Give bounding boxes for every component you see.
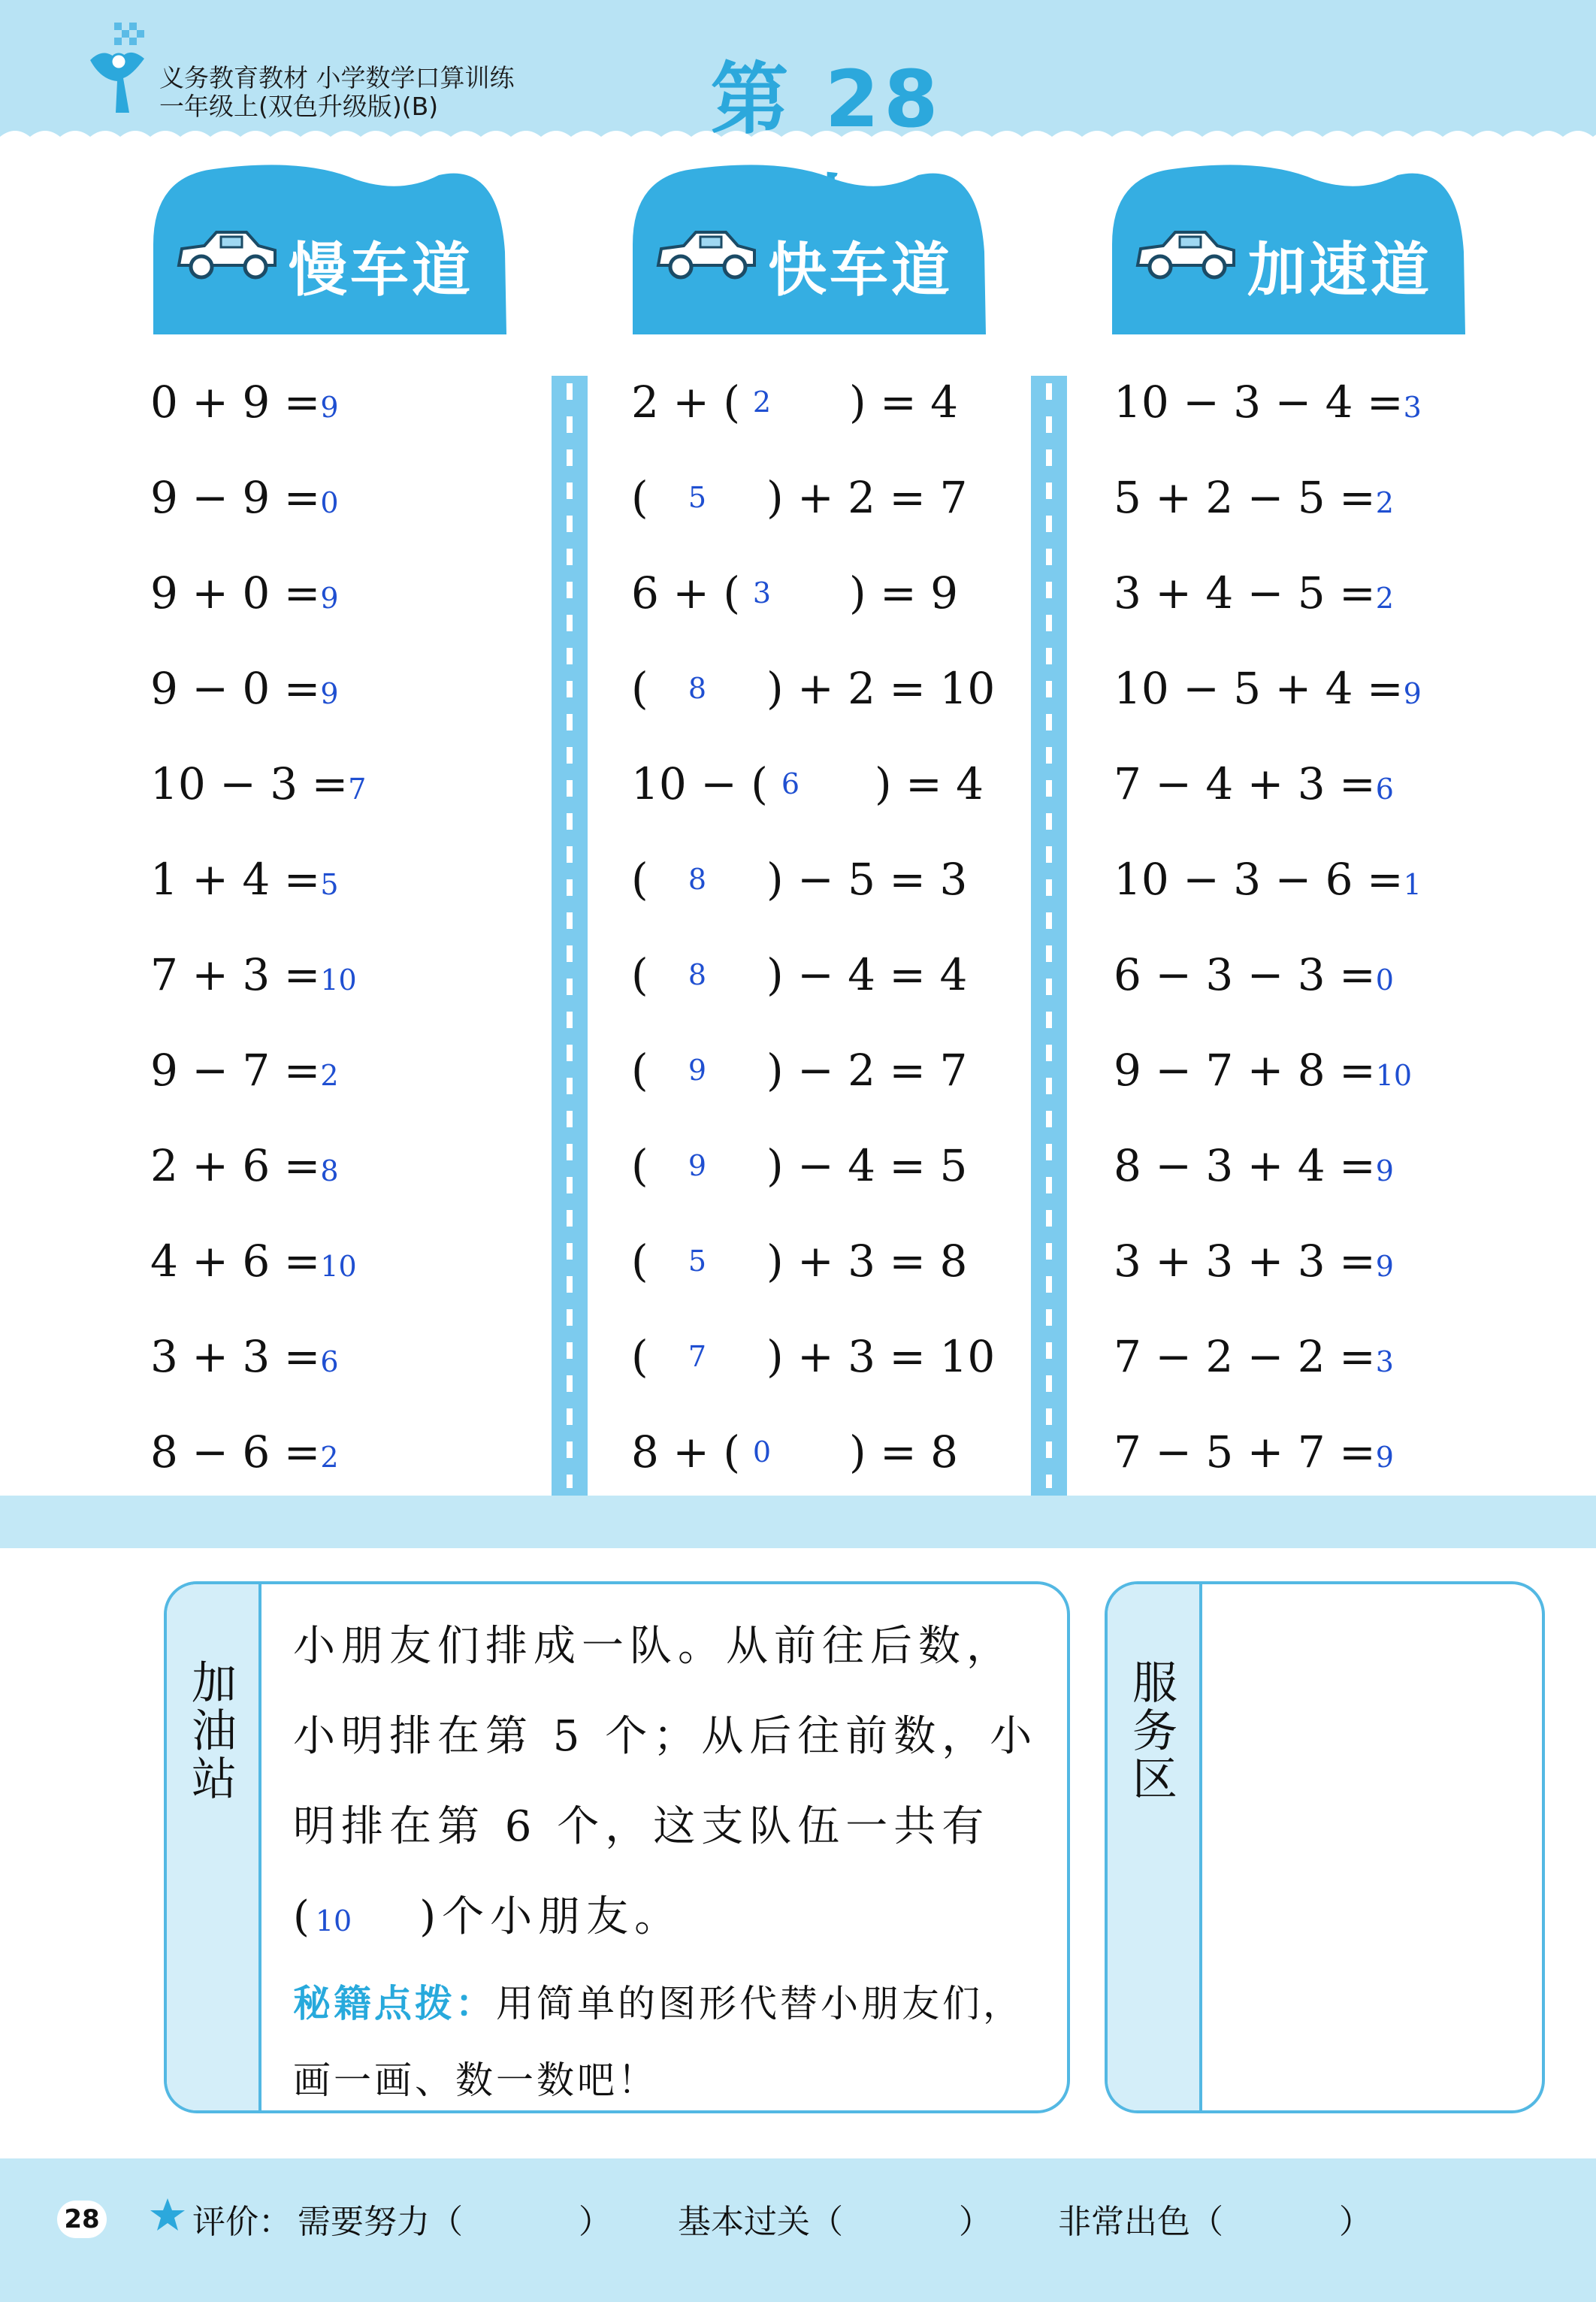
problem-after: ) − 4 = 4 [766, 949, 968, 1000]
problem-expr: 7 − 5 + 7 = [1114, 1426, 1376, 1478]
mascot-icon [75, 15, 165, 120]
problem-row [150, 1136, 339, 1196]
problem-after: ) + 3 = 10 [766, 1331, 996, 1382]
problem-before: ( [631, 854, 648, 905]
problem-row [631, 849, 968, 909]
car-icon [1133, 223, 1238, 283]
problem-row [1114, 1326, 1394, 1387]
word-problem-line1: 小朋友们排成一队。从前往后数， [293, 1622, 1014, 1671]
problem-row [631, 1231, 968, 1291]
problem-row [631, 1040, 968, 1100]
answer: 10 [320, 1250, 357, 1283]
problem-row [150, 1231, 357, 1291]
service-area-box [1105, 1581, 1545, 2113]
problem-row [1114, 1231, 1394, 1291]
answer: 9 [320, 582, 339, 615]
problem-before: 2 + ( [631, 377, 740, 428]
answer: 3 [1375, 1345, 1394, 1378]
problem-row [631, 945, 968, 1005]
answer: 6 [1375, 773, 1394, 806]
problem-before: ( [631, 472, 648, 523]
eval-option-pass: 基本过关（ [678, 2203, 843, 2241]
tip-line2: 画一画、数一数吧！ [293, 2058, 658, 2102]
answer: 2 [320, 1441, 339, 1474]
car-icon [654, 223, 759, 283]
problem-expr: 4 + 6 = [150, 1236, 321, 1287]
problem-row [150, 1040, 339, 1100]
problem-after: ) − 5 = 3 [766, 854, 968, 905]
problem-row [1114, 658, 1422, 718]
answer: 5 [688, 1245, 707, 1278]
problem-expr: 5 + 2 − 5 = [1114, 472, 1376, 523]
problem-before: ( [631, 1140, 648, 1191]
answer: 9 [688, 1054, 707, 1087]
problem-after: ) + 2 = 10 [766, 663, 996, 714]
answer: 9 [688, 1149, 707, 1182]
problem-after: ) − 4 = 5 [766, 1140, 968, 1191]
problem-before: 10 − ( [631, 758, 768, 809]
answer: 2 [320, 1059, 339, 1092]
answer: 0 [752, 1435, 772, 1469]
problem-before: ( [631, 1045, 648, 1096]
service-area-sidebar [1108, 1584, 1202, 2110]
answer: 6 [320, 1345, 339, 1378]
answer: 10 [1375, 1059, 1413, 1092]
problem-expr: 9 + 0 = [150, 567, 321, 619]
eval-label: 评价： [192, 2203, 292, 2241]
eval-close-2: ） [959, 2203, 992, 2241]
problem-row [631, 372, 958, 432]
lane-header-slow [153, 162, 506, 334]
word-problem-line2: 小明排在第 5 个；从后往前数，小 [293, 1712, 1038, 1761]
problem-after: ) = 8 [849, 1426, 958, 1478]
problem-row [631, 658, 996, 718]
problem-row [150, 849, 339, 909]
problem-expr: 9 − 9 = [150, 472, 321, 523]
book-title-line2: 一年级上(双色升级版)(B) [159, 92, 439, 121]
problem-row [1114, 1422, 1394, 1482]
problem-row [631, 1326, 996, 1387]
eval-close-1: ） [579, 2203, 612, 2241]
problem-row [631, 467, 968, 528]
problem-expr: 1 + 4 = [150, 854, 321, 905]
answer: 9 [1375, 1154, 1394, 1187]
answer: 2 [1375, 582, 1394, 615]
lane-title-speed: 加速道 [1247, 237, 1433, 304]
problem-row [1114, 563, 1394, 623]
problem-after: ) = 9 [849, 567, 958, 619]
book-title-line1: 义务教育教材 小学数学口算训练 [159, 63, 515, 92]
word-problem-line4 [293, 1883, 682, 1944]
problem-expr: 8 − 6 = [150, 1426, 321, 1478]
answer: 3 [1403, 391, 1422, 424]
eval-option-need-effort: 需要努力（ [298, 2203, 463, 2241]
tip-line1 [293, 1974, 1023, 2028]
lane-header-speed [1112, 162, 1465, 334]
label-char: 务 [1132, 1705, 1177, 1758]
answer: 9 [1375, 1250, 1394, 1283]
answer: 9 [1375, 1441, 1394, 1474]
answer: 8 [688, 958, 707, 991]
tip-text: 用简单的图形代替小朋友们， [496, 1982, 1023, 2025]
answer: 7 [688, 1340, 707, 1373]
problem-row [631, 1136, 968, 1196]
answer: 5 [688, 481, 707, 514]
problem-expr: 10 − 3 − 4 = [1114, 377, 1404, 428]
problem-after: ) − 2 = 7 [766, 1045, 968, 1096]
answer: 9 [1403, 677, 1422, 710]
problem-row [150, 1422, 339, 1482]
problem-expr: 9 − 0 = [150, 663, 321, 714]
problem-row [150, 372, 339, 432]
label-char: 区 [1132, 1753, 1177, 1806]
fuel-station-box [164, 1581, 1070, 2113]
label-char: 服 [1132, 1657, 1177, 1710]
problem-expr: 3 + 4 − 5 = [1114, 567, 1376, 619]
problem-expr: 3 + 3 = [150, 1331, 321, 1382]
problem-expr: 3 + 3 + 3 = [1114, 1236, 1376, 1287]
problem-row [1114, 467, 1394, 528]
label-char: 站 [192, 1753, 237, 1806]
problem-expr: 9 − 7 = [150, 1045, 321, 1096]
road-divider-left [552, 376, 588, 1496]
problem-expr: 8 − 3 + 4 = [1114, 1140, 1376, 1191]
answer: 8 [688, 672, 707, 705]
problem-row [631, 563, 958, 623]
problem-row [150, 1326, 339, 1387]
lane-title-slow: 慢车道 [289, 237, 474, 304]
problem-row [150, 658, 339, 718]
fuel-station-label [167, 1659, 261, 1804]
problem-expr: 7 + 3 = [150, 949, 321, 1000]
lane-header-fast [633, 162, 986, 334]
problem-expr: 2 + 6 = [150, 1140, 321, 1191]
problem-row [1114, 945, 1394, 1005]
problem-after: ) + 2 = 7 [766, 472, 968, 523]
lane-title-fast: 快车道 [768, 237, 954, 304]
problem-row [1114, 754, 1394, 814]
answer: 10 [315, 1904, 352, 1937]
answer: 2 [752, 386, 772, 419]
paren-close-text: )个小朋友。 [419, 1892, 683, 1941]
label-char: 油 [192, 1705, 237, 1758]
eval-option-excellent: 非常出色（ [1058, 2203, 1223, 2241]
problem-after: ) + 3 = 8 [766, 1236, 968, 1287]
problem-after: ) = 4 [875, 758, 984, 809]
problem-row [150, 467, 339, 528]
problem-before: 8 + ( [631, 1426, 740, 1478]
problem-row [1114, 849, 1422, 909]
answer: 10 [320, 963, 357, 997]
answer: 7 [348, 773, 367, 806]
problem-expr: 0 + 9 = [150, 377, 321, 428]
section-band [0, 1496, 1596, 1548]
service-area-label [1108, 1659, 1202, 1804]
problem-row [150, 754, 366, 814]
car-icon [174, 223, 280, 283]
problem-row [150, 945, 357, 1005]
problem-expr: 6 − 3 − 3 = [1114, 949, 1376, 1000]
problem-row [631, 754, 984, 814]
problem-row [631, 1422, 958, 1482]
answer: 2 [1375, 486, 1394, 519]
problem-before: ( [631, 1331, 648, 1382]
problem-row [1114, 372, 1422, 432]
eval-close-3: ） [1339, 2203, 1372, 2241]
answer: 9 [320, 391, 339, 424]
answer: 5 [320, 868, 339, 901]
answer: 9 [320, 677, 339, 710]
sheet-title: 第 28 [710, 53, 943, 145]
label-char: 加 [192, 1657, 237, 1710]
tip-key: 秘籍点拨： [293, 1982, 496, 2025]
problem-after: ) = 4 [849, 377, 958, 428]
problem-row [150, 563, 339, 623]
answer: 8 [688, 863, 707, 896]
answer: 3 [752, 576, 772, 610]
answer: 6 [781, 767, 800, 800]
problem-before: ( [631, 663, 648, 714]
fuel-station-sidebar [167, 1584, 261, 2110]
word-problem-line3: 明排在第 6 个，这支队伍一共有 [293, 1802, 990, 1851]
road-divider-right [1031, 376, 1067, 1496]
problem-expr: 9 − 7 + 8 = [1114, 1045, 1376, 1096]
answer: 1 [1403, 868, 1422, 901]
problem-row [1114, 1040, 1412, 1100]
answer: 0 [1375, 963, 1394, 997]
problem-expr: 10 − 5 + 4 = [1114, 663, 1404, 714]
answer: 8 [320, 1154, 339, 1187]
problem-expr: 7 − 4 + 3 = [1114, 758, 1376, 809]
page-number: 28 [57, 2201, 107, 2238]
problem-before: 6 + ( [631, 567, 740, 619]
problem-before: ( [631, 1236, 648, 1287]
star-icon [149, 2196, 186, 2234]
problem-before: ( [631, 949, 648, 1000]
answer: 0 [320, 486, 339, 519]
problem-expr: 10 − 3 − 6 = [1114, 854, 1404, 905]
problem-row [1114, 1136, 1394, 1196]
problem-expr: 10 − 3 = [150, 758, 349, 809]
paren-open: ( [293, 1892, 316, 1941]
problem-expr: 7 − 2 − 2 = [1114, 1331, 1376, 1382]
